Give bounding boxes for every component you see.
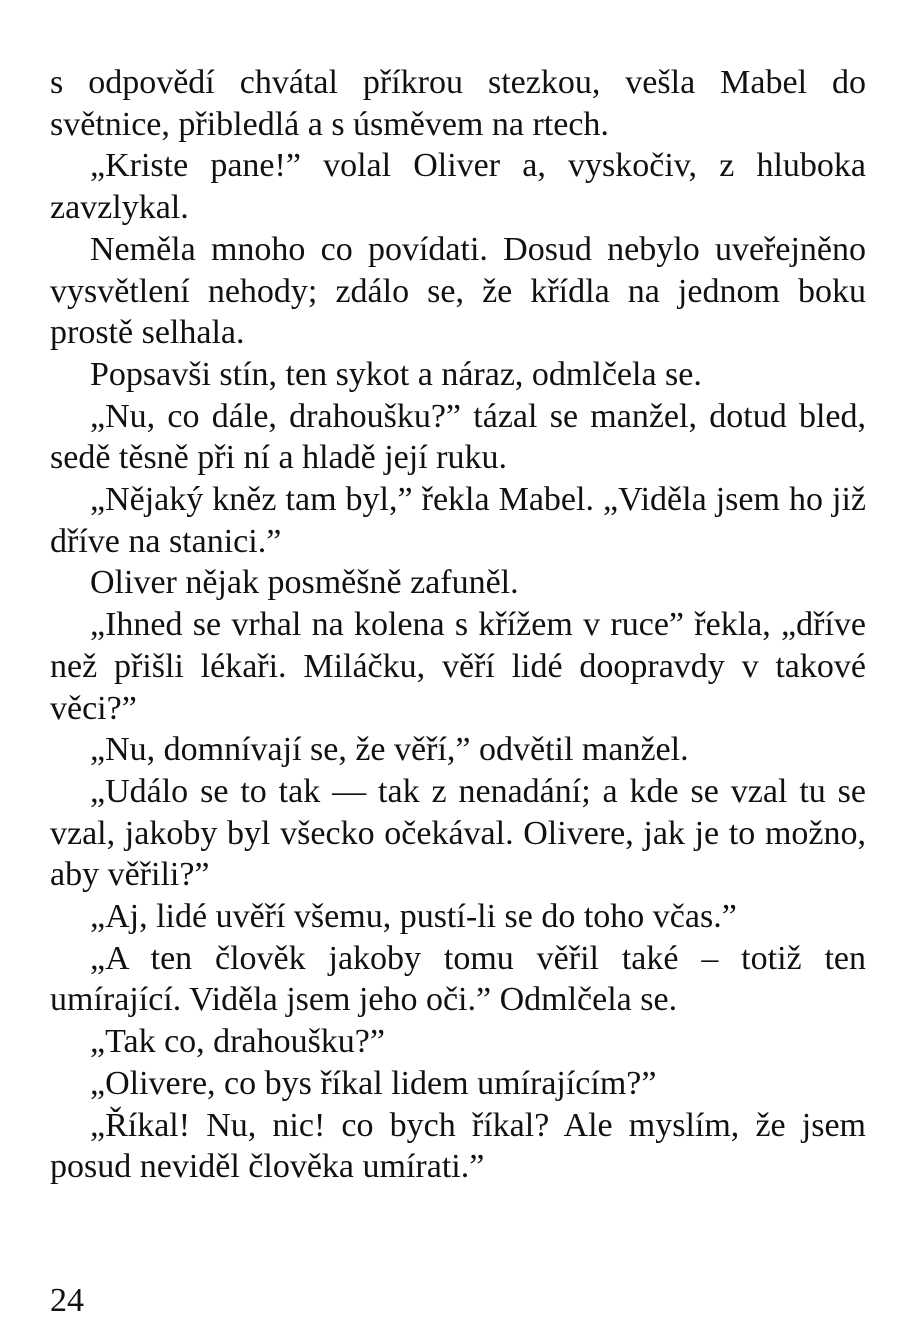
page-number: 24 — [50, 1282, 84, 1319]
book-page-text — [50, 62, 866, 1188]
paragraph: „Aj, lidé uvěří všemu, pustí-li se do toho včas.” — [90, 898, 737, 936]
paragraph: „Říkal! Nu, nic! co bych říkal? Ale myslím, že jsem posud neviděl člověka umírati.” — [50, 1106, 866, 1186]
paragraph: „Olivere, co bys říkal lidem umírajícím?” — [90, 1064, 657, 1102]
paragraph: Neměla mnoho co povídati. Dosud nebylo uveřejněno vysvětlení nehody; zdálo se, že křídla na jednom boku prostě selhala. — [50, 230, 866, 352]
paragraph: „Nějaký kněz tam byl,” řekla Mabel. „Viděla jsem ho již dříve na stanici.” — [50, 481, 866, 560]
paragraph: „Kriste pane!” volal Oliver a, vyskočiv, z hluboka zavzlykal. — [50, 147, 866, 227]
paragraph: „Nu, domnívají se, že věří,” odvětil manžel. — [90, 731, 689, 769]
paragraph: „Ihned se vrhal na kolena s křížem v ruce” řekla, „dříve než přišli lékaři. Miláčku, věří lidé doopravdy v takové věci?” — [50, 606, 866, 727]
paragraph: Oliver nějak posměšně zafuněl. — [90, 564, 519, 602]
paragraph: Popsavši stín, ten sykot a náraz, odmlčela se. — [90, 355, 702, 393]
paragraph: s odpovědí chvátal příkrou stezkou, vešla Mabel do světnice, přibledlá a s úsměvem na rtech. — [50, 64, 866, 143]
paragraph: „Tak co, drahoušku?” — [90, 1023, 385, 1061]
paragraph: „A ten člověk jakoby tomu věřil také – totiž ten umírající. Viděla jsem jeho oči.” Odmlčela se. — [50, 939, 866, 1019]
paragraph: „Nu, co dále, drahoušku?” tázal se manžel, dotud bled, sedě těsně při ní a hladě její ruku. — [50, 397, 866, 477]
paragraph: „Událo se to tak — tak z nenadání; a kde se vzal tu se vzal, jakoby byl všecko očekával. Olivere, jak je to možno, aby věřili?” — [50, 772, 866, 894]
